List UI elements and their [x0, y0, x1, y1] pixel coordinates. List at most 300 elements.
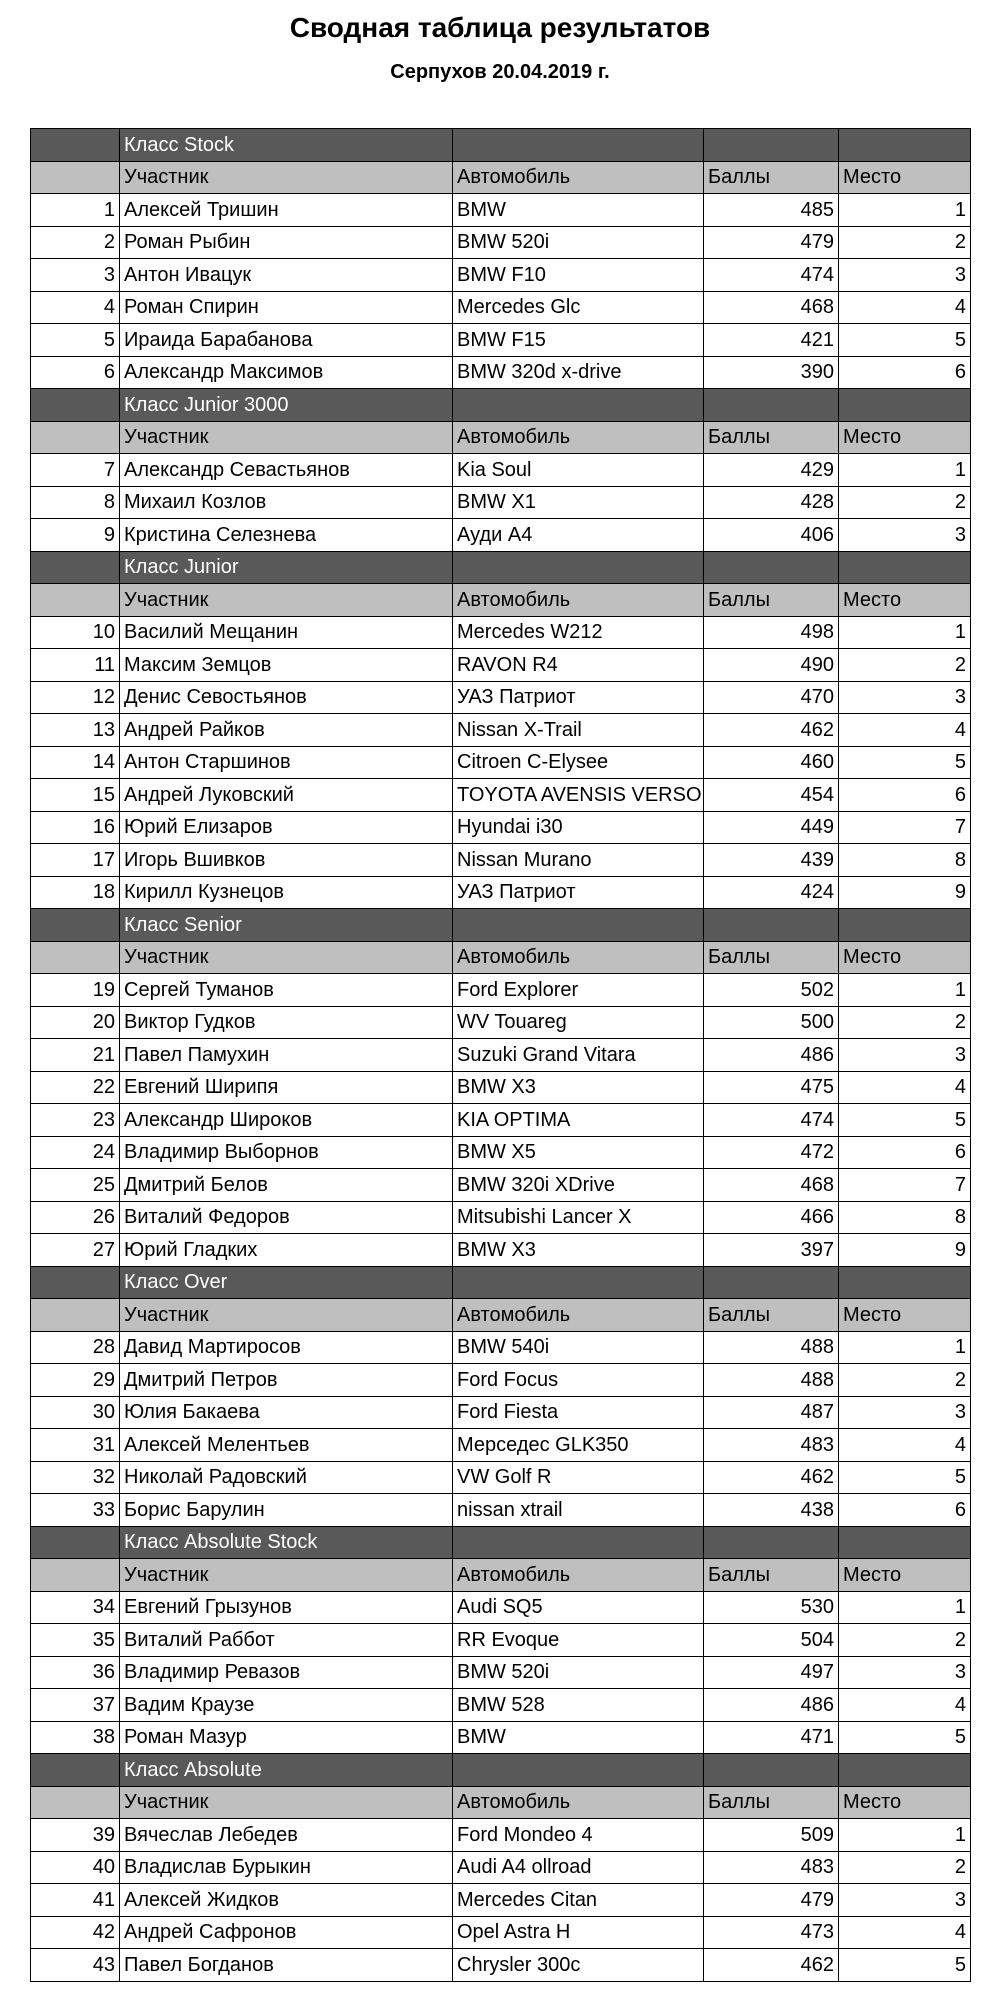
points-value: 438 [704, 1494, 839, 1527]
table-row [31, 486, 971, 519]
participant-name: Юлия Бакаева [120, 1396, 453, 1429]
table-row [31, 1949, 971, 1982]
car-model: BMW [453, 1721, 704, 1754]
place-value: 5 [839, 1721, 971, 1754]
row-number: 14 [31, 746, 120, 779]
place-value: 2 [839, 226, 971, 259]
participant-name: Александр Севастьянов [120, 454, 453, 487]
table-row [31, 1234, 971, 1267]
participant-name: Павел Памухин [120, 1039, 453, 1072]
class-heading-blank [31, 389, 120, 422]
points-value: 468 [704, 291, 839, 324]
points-value: 462 [704, 1461, 839, 1494]
participant-name: Алексей Тришин [120, 194, 453, 227]
table-row [31, 974, 971, 1007]
column-header-participant: Участник [120, 1786, 453, 1819]
column-header-number [31, 1299, 120, 1332]
participant-name: Роман Мазур [120, 1721, 453, 1754]
participant-name: Виктор Гудков [120, 1006, 453, 1039]
car-model: Мерседес GLK350 [453, 1429, 704, 1462]
row-number: 7 [31, 454, 120, 487]
table-row [31, 616, 971, 649]
place-value: 2 [839, 486, 971, 519]
participant-name: Антон Ивацук [120, 259, 453, 292]
participant-name: Кристина Селезнева [120, 519, 453, 552]
car-model: Kia Soul [453, 454, 704, 487]
class-heading-name: Класс Stock [120, 129, 453, 162]
class-heading-blank [839, 551, 971, 584]
participant-name: Борис Барулин [120, 1494, 453, 1527]
points-value: 468 [704, 1169, 839, 1202]
points-value: 500 [704, 1006, 839, 1039]
row-number: 5 [31, 324, 120, 357]
points-value: 429 [704, 454, 839, 487]
participant-name: Вадим Краузе [120, 1689, 453, 1722]
table-row [31, 1169, 971, 1202]
column-header-car: Автомобиль [453, 941, 704, 974]
place-value: 6 [839, 356, 971, 389]
participant-name: Сергей Туманов [120, 974, 453, 1007]
points-value: 428 [704, 486, 839, 519]
place-value: 1 [839, 194, 971, 227]
points-value: 390 [704, 356, 839, 389]
points-value: 483 [704, 1851, 839, 1884]
row-number: 41 [31, 1884, 120, 1917]
class-heading-blank [453, 389, 704, 422]
document-subtitle: Серпухов 20.04.2019 г. [390, 61, 610, 83]
row-number: 29 [31, 1364, 120, 1397]
place-value: 3 [839, 1884, 971, 1917]
participant-name: Виталий Федоров [120, 1201, 453, 1234]
participant-name: Кирилл Кузнецов [120, 876, 453, 909]
participant-name: Андрей Райков [120, 714, 453, 747]
class-heading-name: Класс Junior [120, 551, 453, 584]
table-row [31, 1591, 971, 1624]
column-header-number [31, 1559, 120, 1592]
row-number: 34 [31, 1591, 120, 1624]
participant-name: Владимир Ревазов [120, 1656, 453, 1689]
car-model: TOYOTA AVENSIS VERSO [453, 779, 704, 812]
points-value: 454 [704, 779, 839, 812]
car-model: Ford Focus [453, 1364, 704, 1397]
car-model: RR Evoque [453, 1624, 704, 1657]
participant-name: Вячеслав Лебедев [120, 1819, 453, 1852]
points-value: 488 [704, 1364, 839, 1397]
place-value: 1 [839, 1591, 971, 1624]
car-model: KIA OPTIMA [453, 1104, 704, 1137]
participant-name: Василий Мещанин [120, 616, 453, 649]
points-value: 488 [704, 1331, 839, 1364]
class-heading-blank [31, 1754, 120, 1787]
points-value: 487 [704, 1396, 839, 1429]
class-heading-blank [31, 551, 120, 584]
participant-name: Андрей Сафронов [120, 1916, 453, 1949]
place-value: 4 [839, 1916, 971, 1949]
row-number: 37 [31, 1689, 120, 1722]
column-header-points: Баллы [704, 1559, 839, 1592]
row-number: 15 [31, 779, 120, 812]
table-row [31, 454, 971, 487]
points-value: 424 [704, 876, 839, 909]
row-number: 26 [31, 1201, 120, 1234]
car-model: WV Touareg [453, 1006, 704, 1039]
points-value: 486 [704, 1039, 839, 1072]
car-model: УАЗ Патриот [453, 681, 704, 714]
class-heading-name: Класс Junior 3000 [120, 389, 453, 422]
class-heading-blank [839, 1754, 971, 1787]
place-value: 8 [839, 844, 971, 877]
column-header-place: Место [839, 161, 971, 194]
car-model: BMW 320d x-drive [453, 356, 704, 389]
car-model: Ford Explorer [453, 974, 704, 1007]
row-number: 8 [31, 486, 120, 519]
row-number: 16 [31, 811, 120, 844]
place-value: 5 [839, 746, 971, 779]
row-number: 9 [31, 519, 120, 552]
points-value: 460 [704, 746, 839, 779]
column-header-points: Баллы [704, 421, 839, 454]
car-model: Audi A4 ollroad [453, 1851, 704, 1884]
place-value: 7 [839, 811, 971, 844]
points-value: 498 [704, 616, 839, 649]
place-value: 4 [839, 291, 971, 324]
class-heading-row [31, 909, 971, 942]
class-heading-blank [704, 389, 839, 422]
points-value: 485 [704, 194, 839, 227]
column-header-participant: Участник [120, 161, 453, 194]
table-row [31, 1461, 971, 1494]
participant-name: Дмитрий Петров [120, 1364, 453, 1397]
class-heading-blank [31, 1526, 120, 1559]
place-value: 3 [839, 681, 971, 714]
table-row [31, 1331, 971, 1364]
car-model: BMW 528 [453, 1689, 704, 1722]
column-header-car: Автомобиль [453, 421, 704, 454]
points-value: 462 [704, 714, 839, 747]
column-header-row [31, 1299, 971, 1332]
table-row [31, 226, 971, 259]
car-model: Hyundai i30 [453, 811, 704, 844]
table-row [31, 1364, 971, 1397]
car-model: BMW 520i [453, 226, 704, 259]
participant-name: Давид Мартиросов [120, 1331, 453, 1364]
car-model: BMW 540i [453, 1331, 704, 1364]
table-row [31, 1429, 971, 1462]
class-heading-blank [453, 909, 704, 942]
class-heading-row [31, 1526, 971, 1559]
place-value: 5 [839, 1461, 971, 1494]
car-model: nissan xtrail [453, 1494, 704, 1527]
place-value: 7 [839, 1169, 971, 1202]
row-number: 27 [31, 1234, 120, 1267]
class-heading-blank [31, 129, 120, 162]
column-header-number [31, 1786, 120, 1819]
points-value: 473 [704, 1916, 839, 1949]
row-number: 10 [31, 616, 120, 649]
car-model: BMW 520i [453, 1656, 704, 1689]
car-model: BMW F15 [453, 324, 704, 357]
column-header-points: Баллы [704, 584, 839, 617]
points-value: 509 [704, 1819, 839, 1852]
row-number: 38 [31, 1721, 120, 1754]
points-value: 497 [704, 1656, 839, 1689]
table-row [31, 291, 971, 324]
car-model: Mercedes W212 [453, 616, 704, 649]
column-header-place: Место [839, 1559, 971, 1592]
participant-name: Антон Старшинов [120, 746, 453, 779]
class-heading-blank [704, 551, 839, 584]
car-model: Nissan X-Trail [453, 714, 704, 747]
place-value: 3 [839, 1396, 971, 1429]
column-header-number [31, 584, 120, 617]
car-model: УАЗ Патриот [453, 876, 704, 909]
table-row [31, 1494, 971, 1527]
table-row [31, 1851, 971, 1884]
class-heading-blank [31, 1266, 120, 1299]
points-value: 483 [704, 1429, 839, 1462]
place-value: 4 [839, 1429, 971, 1462]
column-header-row [31, 941, 971, 974]
column-header-points: Баллы [704, 941, 839, 974]
car-model: Chrysler 300c [453, 1949, 704, 1982]
class-heading-row [31, 129, 971, 162]
table-row [31, 1916, 971, 1949]
row-number: 20 [31, 1006, 120, 1039]
row-number: 25 [31, 1169, 120, 1202]
participant-name: Александр Максимов [120, 356, 453, 389]
class-heading-blank [704, 1754, 839, 1787]
class-heading-row [31, 389, 971, 422]
place-value: 6 [839, 779, 971, 812]
points-value: 486 [704, 1689, 839, 1722]
place-value: 6 [839, 1136, 971, 1169]
column-header-place: Место [839, 941, 971, 974]
participant-name: Павел Богданов [120, 1949, 453, 1982]
car-model: BMW X3 [453, 1234, 704, 1267]
column-header-row [31, 421, 971, 454]
table-row [31, 649, 971, 682]
car-model: BMW X5 [453, 1136, 704, 1169]
row-number: 39 [31, 1819, 120, 1852]
car-model: Ауди А4 [453, 519, 704, 552]
points-value: 397 [704, 1234, 839, 1267]
class-heading-blank [704, 909, 839, 942]
row-number: 11 [31, 649, 120, 682]
place-value: 1 [839, 454, 971, 487]
class-heading-name: Класс Senior [120, 909, 453, 942]
class-heading-name: Класс Over [120, 1266, 453, 1299]
participant-name: Игорь Вшивков [120, 844, 453, 877]
table-row [31, 876, 971, 909]
row-number: 31 [31, 1429, 120, 1462]
place-value: 3 [839, 1656, 971, 1689]
place-value: 2 [839, 1364, 971, 1397]
points-value: 479 [704, 226, 839, 259]
car-model: Audi SQ5 [453, 1591, 704, 1624]
place-value: 1 [839, 1819, 971, 1852]
points-value: 490 [704, 649, 839, 682]
participant-name: Александр Широков [120, 1104, 453, 1137]
car-model: BMW 320i XDrive [453, 1169, 704, 1202]
participant-name: Андрей Луковский [120, 779, 453, 812]
row-number: 2 [31, 226, 120, 259]
place-value: 3 [839, 1039, 971, 1072]
place-value: 8 [839, 1201, 971, 1234]
class-heading-blank [453, 1526, 704, 1559]
points-value: 475 [704, 1071, 839, 1104]
car-model: Mercedes Citan [453, 1884, 704, 1917]
table-row [31, 1039, 971, 1072]
row-number: 35 [31, 1624, 120, 1657]
table-row [31, 324, 971, 357]
table-row [31, 746, 971, 779]
place-value: 5 [839, 324, 971, 357]
place-value: 3 [839, 519, 971, 552]
place-value: 9 [839, 876, 971, 909]
car-model: VW Golf R [453, 1461, 704, 1494]
car-model: Ford Mondeo 4 [453, 1819, 704, 1852]
table-row [31, 356, 971, 389]
column-header-points: Баллы [704, 1299, 839, 1332]
participant-name: Алексей Мелентьев [120, 1429, 453, 1462]
place-value: 2 [839, 1006, 971, 1039]
row-number: 28 [31, 1331, 120, 1364]
points-value: 466 [704, 1201, 839, 1234]
participant-name: Максим Земцов [120, 649, 453, 682]
class-heading-row [31, 551, 971, 584]
place-value: 5 [839, 1949, 971, 1982]
car-model: BMW X1 [453, 486, 704, 519]
column-header-row [31, 1559, 971, 1592]
column-header-row [31, 1786, 971, 1819]
class-heading-blank [704, 129, 839, 162]
car-model: Citroen C-Elysee [453, 746, 704, 779]
car-model: Ford Fiesta [453, 1396, 704, 1429]
place-value: 3 [839, 259, 971, 292]
class-heading-blank [839, 389, 971, 422]
table-row [31, 1006, 971, 1039]
car-model: RAVON R4 [453, 649, 704, 682]
participant-name: Михаил Козлов [120, 486, 453, 519]
column-header-place: Место [839, 1299, 971, 1332]
participant-name: Владислав Бурыкин [120, 1851, 453, 1884]
table-row [31, 1819, 971, 1852]
class-heading-blank [839, 129, 971, 162]
column-header-car: Автомобиль [453, 1786, 704, 1819]
column-header-car: Автомобиль [453, 1299, 704, 1332]
place-value: 2 [839, 1851, 971, 1884]
document-title: Сводная таблица результатов [289, 12, 711, 43]
row-number: 1 [31, 194, 120, 227]
place-value: 4 [839, 1689, 971, 1722]
place-value: 2 [839, 1624, 971, 1657]
class-heading-blank [839, 909, 971, 942]
row-number: 32 [31, 1461, 120, 1494]
column-header-car: Автомобиль [453, 584, 704, 617]
participant-name: Николай Радовский [120, 1461, 453, 1494]
column-header-row [31, 584, 971, 617]
row-number: 42 [31, 1916, 120, 1949]
class-heading-row [31, 1754, 971, 1787]
participant-name: Денис Севостьянов [120, 681, 453, 714]
place-value: 4 [839, 1071, 971, 1104]
points-value: 406 [704, 519, 839, 552]
row-number: 4 [31, 291, 120, 324]
points-value: 504 [704, 1624, 839, 1657]
table-row [31, 681, 971, 714]
row-number: 23 [31, 1104, 120, 1137]
row-number: 33 [31, 1494, 120, 1527]
participant-name: Юрий Елизаров [120, 811, 453, 844]
table-row [31, 1071, 971, 1104]
place-value: 1 [839, 616, 971, 649]
column-header-place: Место [839, 1786, 971, 1819]
points-value: 479 [704, 1884, 839, 1917]
column-header-car: Автомобиль [453, 1559, 704, 1592]
row-number: 40 [31, 1851, 120, 1884]
column-header-row [31, 161, 971, 194]
column-header-number [31, 161, 120, 194]
participant-name: Евгений Ширипя [120, 1071, 453, 1104]
points-value: 470 [704, 681, 839, 714]
class-heading-name: Класс Absolute [120, 1754, 453, 1787]
table-row [31, 844, 971, 877]
participant-name: Евгений Грызунов [120, 1591, 453, 1624]
column-header-participant: Участник [120, 421, 453, 454]
row-number: 12 [31, 681, 120, 714]
points-value: 502 [704, 974, 839, 1007]
car-model: Nissan Murano [453, 844, 704, 877]
place-value: 6 [839, 1494, 971, 1527]
participant-name: Дмитрий Белов [120, 1169, 453, 1202]
table-row [31, 1136, 971, 1169]
column-header-points: Баллы [704, 161, 839, 194]
column-header-participant: Участник [120, 584, 453, 617]
table-row [31, 1656, 971, 1689]
row-number: 21 [31, 1039, 120, 1072]
points-value: 474 [704, 259, 839, 292]
column-header-points: Баллы [704, 1786, 839, 1819]
table-row [31, 714, 971, 747]
table-row [31, 811, 971, 844]
class-heading-blank [704, 1526, 839, 1559]
table-row [31, 779, 971, 812]
column-header-place: Место [839, 584, 971, 617]
row-number: 6 [31, 356, 120, 389]
points-value: 462 [704, 1949, 839, 1982]
car-model: BMW F10 [453, 259, 704, 292]
row-number: 22 [31, 1071, 120, 1104]
class-heading-blank [453, 551, 704, 584]
points-value: 530 [704, 1591, 839, 1624]
row-number: 43 [31, 1949, 120, 1982]
class-heading-blank [839, 1266, 971, 1299]
participant-name: Роман Спирин [120, 291, 453, 324]
points-value: 472 [704, 1136, 839, 1169]
participant-name: Роман Рыбин [120, 226, 453, 259]
points-value: 471 [704, 1721, 839, 1754]
table-row [31, 194, 971, 227]
row-number: 19 [31, 974, 120, 1007]
table-row [31, 259, 971, 292]
class-heading-blank [453, 129, 704, 162]
car-model: Mercedes Glc [453, 291, 704, 324]
row-number: 3 [31, 259, 120, 292]
place-value: 1 [839, 1331, 971, 1364]
place-value: 1 [839, 974, 971, 1007]
participant-name: Виталий Раббот [120, 1624, 453, 1657]
class-heading-blank [704, 1266, 839, 1299]
